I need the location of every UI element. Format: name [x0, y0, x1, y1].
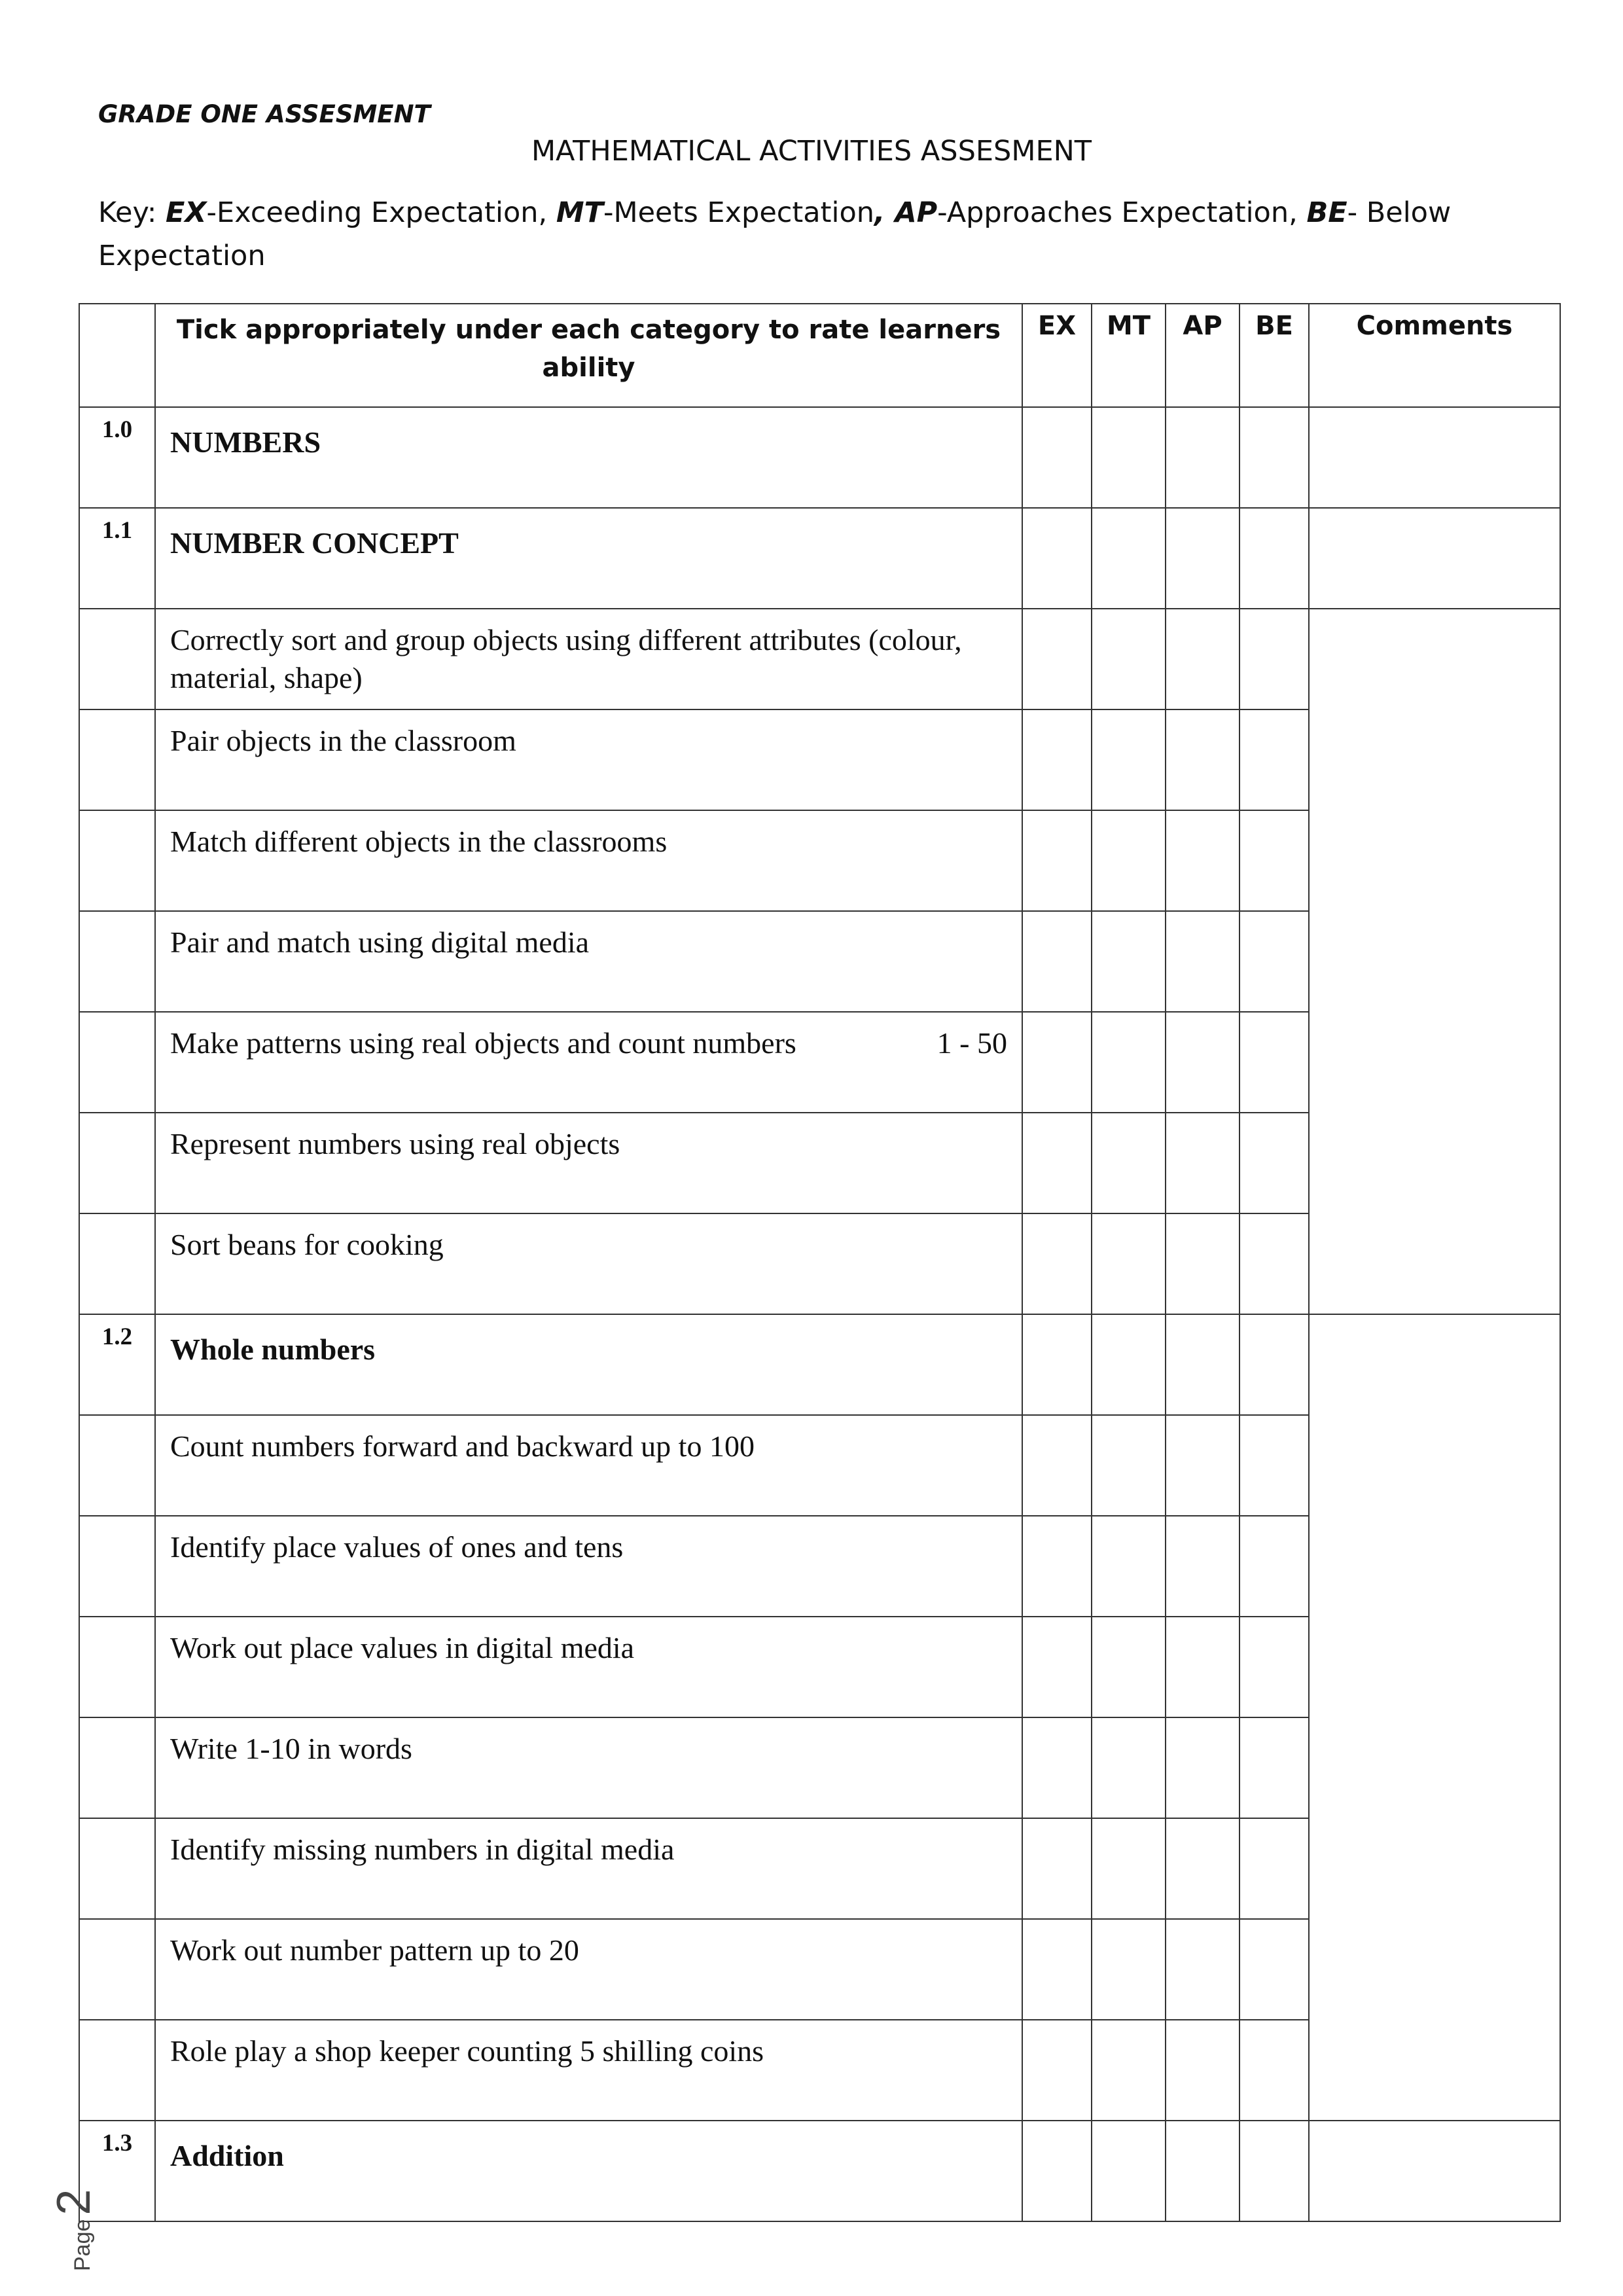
activity-description: [155, 911, 1022, 1012]
row-number: 1.0: [79, 407, 155, 508]
rating-cell-ex[interactable]: [1022, 2020, 1092, 2121]
table-row: [79, 407, 1560, 508]
rating-cell-ex[interactable]: [1022, 508, 1092, 609]
rating-cell-ap[interactable]: [1166, 1415, 1240, 1516]
rating-cell-ap[interactable]: [1166, 2121, 1240, 2221]
activity-description: [155, 1213, 1022, 1314]
rating-cell-ex[interactable]: [1022, 810, 1092, 911]
rating-cell-mt[interactable]: [1092, 810, 1166, 911]
rating-cell-ap[interactable]: [1166, 1113, 1240, 1213]
section-heading: [155, 407, 1022, 508]
table-row: [79, 508, 1560, 609]
rating-cell-mt[interactable]: [1092, 1213, 1166, 1314]
row-number: [79, 1213, 155, 1314]
assessment-table: [79, 303, 1561, 2222]
activity-description: [155, 1717, 1022, 1818]
rating-cell-ex[interactable]: [1022, 1314, 1092, 1415]
rating-cell-ap[interactable]: [1166, 609, 1240, 709]
activity-description: [155, 2020, 1022, 2121]
rating-cell-be[interactable]: [1240, 1314, 1309, 1415]
rating-cell-be[interactable]: [1240, 2020, 1309, 2121]
activity-text: Write 1-10 in words: [170, 1732, 412, 1765]
rating-cell-mt[interactable]: [1092, 1919, 1166, 2020]
rating-cell-ex[interactable]: [1022, 1919, 1092, 2020]
row-number: [79, 1012, 155, 1113]
rating-cell-ap[interactable]: [1166, 810, 1240, 911]
rating-cell-ap[interactable]: [1166, 709, 1240, 810]
column-header-ex: EX: [1022, 304, 1092, 407]
rating-cell-mt[interactable]: [1092, 508, 1166, 609]
activity-description: [155, 1415, 1022, 1516]
rating-cell-ex[interactable]: [1022, 407, 1092, 508]
rating-cell-ap[interactable]: [1166, 508, 1240, 609]
activity-text: Pair objects in the classroom: [170, 724, 516, 757]
activity-text: Correctly sort and group objects using different attributes (colour, material, shape): [170, 623, 962, 694]
rating-cell-ex[interactable]: [1022, 609, 1092, 709]
row-number: 1.2: [79, 1314, 155, 1415]
rating-cell-be[interactable]: [1240, 911, 1309, 1012]
key-text-ex: -Exceeding Expectation,: [206, 196, 556, 229]
rating-cell-be[interactable]: [1240, 1012, 1309, 1113]
activity-description: [155, 1617, 1022, 1717]
rating-cell-ap[interactable]: [1166, 1314, 1240, 1415]
key-code-ex: EX: [166, 196, 207, 229]
rating-cell-be[interactable]: [1240, 709, 1309, 810]
activity-text: Work out place values in digital media: [170, 1631, 635, 1664]
rating-cell-ap[interactable]: [1166, 1919, 1240, 2020]
document-header-grade: GRADE ONE ASSESMENT: [98, 100, 431, 128]
activity-description: [155, 609, 1022, 709]
rating-cell-mt[interactable]: [1092, 1717, 1166, 1818]
section-heading: [155, 1314, 1022, 1415]
rating-cell-ex[interactable]: [1022, 1213, 1092, 1314]
key-text-be: - Below Expectation: [98, 196, 1452, 272]
rating-cell-mt[interactable]: [1092, 1516, 1166, 1617]
rating-cell-be[interactable]: [1240, 1919, 1309, 2020]
activity-description: [155, 1012, 1022, 1113]
table-row: [79, 609, 1560, 709]
rating-cell-mt[interactable]: [1092, 1617, 1166, 1717]
rating-cell-be[interactable]: [1240, 609, 1309, 709]
key-code-be: BE: [1306, 196, 1347, 229]
table-row: [79, 2121, 1560, 2221]
activity-description: [155, 810, 1022, 911]
activity-text: Identify missing numbers in digital media: [170, 1833, 675, 1866]
activity-text: NUMBERS: [170, 425, 321, 459]
row-number: [79, 1818, 155, 1919]
comments-cell[interactable]: [1309, 2121, 1560, 2221]
table-row: [79, 1314, 1560, 1415]
row-number: [79, 1415, 155, 1516]
row-number: [79, 709, 155, 810]
rating-cell-mt[interactable]: [1092, 1314, 1166, 1415]
activity-text: Role play a shop keeper counting 5 shilling coins: [170, 2034, 764, 2068]
column-header-mt: MT: [1092, 304, 1166, 407]
rating-cell-mt[interactable]: [1092, 1012, 1166, 1113]
column-header-ap: AP: [1166, 304, 1240, 407]
activity-description: [155, 1818, 1022, 1919]
activity-text: Addition: [170, 2139, 284, 2172]
row-number: [79, 2020, 155, 2121]
activity-text: Match different objects in the classrooms: [170, 825, 668, 858]
row-number: [79, 1717, 155, 1818]
row-number: [79, 1113, 155, 1213]
section-heading: [155, 2121, 1022, 2221]
row-number: [79, 911, 155, 1012]
rating-cell-be[interactable]: [1240, 1415, 1309, 1516]
column-header-be: BE: [1240, 304, 1309, 407]
rating-cell-ap[interactable]: [1166, 1012, 1240, 1113]
rating-cell-mt[interactable]: [1092, 1818, 1166, 1919]
rating-cell-be[interactable]: [1240, 1717, 1309, 1818]
rating-cell-mt[interactable]: [1092, 709, 1166, 810]
rating-cell-be[interactable]: [1240, 1213, 1309, 1314]
key-code-mt: MT: [556, 196, 603, 229]
rating-cell-ap[interactable]: [1166, 407, 1240, 508]
rating-cell-ap[interactable]: [1166, 1717, 1240, 1818]
row-number: 1.3: [79, 2121, 155, 2221]
row-number: [79, 1516, 155, 1617]
comments-cell[interactable]: [1309, 407, 1560, 508]
activity-text: NUMBER CONCEPT: [170, 526, 459, 560]
rating-cell-ex[interactable]: [1022, 1717, 1092, 1818]
rating-cell-ap[interactable]: [1166, 911, 1240, 1012]
rating-cell-mt[interactable]: [1092, 2121, 1166, 2221]
page-label: Page: [70, 2219, 95, 2271]
rating-cell-mt[interactable]: [1092, 609, 1166, 709]
row-number: [79, 609, 155, 709]
rating-cell-mt[interactable]: [1092, 2020, 1166, 2121]
key-text-ap: -Approaches Expectation,: [937, 196, 1307, 229]
activity-text: Whole numbers: [170, 1333, 376, 1366]
rating-cell-be[interactable]: [1240, 810, 1309, 911]
rating-cell-ex[interactable]: [1022, 1415, 1092, 1516]
table-header-row: [79, 304, 1560, 407]
rating-cell-ex[interactable]: [1022, 709, 1092, 810]
rating-cell-mt[interactable]: [1092, 911, 1166, 1012]
rating-cell-be[interactable]: [1240, 508, 1309, 609]
activity-range: 1 - 50: [936, 1026, 1007, 1060]
comments-cell[interactable]: [1309, 609, 1560, 1314]
activity-text: Represent numbers using real objects: [170, 1127, 620, 1160]
rating-cell-ex[interactable]: [1022, 911, 1092, 1012]
table-body: [79, 407, 1560, 2221]
activity-text: Sort beans for cooking: [170, 1228, 444, 1261]
activity-text: Identify place values of ones and tens: [170, 1530, 624, 1564]
rating-cell-mt[interactable]: [1092, 1113, 1166, 1213]
activity-text: Make patterns using real objects and count numbers: [170, 1026, 796, 1060]
rating-cell-mt[interactable]: [1092, 407, 1166, 508]
rating-cell-ex[interactable]: [1022, 1617, 1092, 1717]
rating-cell-ex[interactable]: [1022, 1012, 1092, 1113]
rating-cell-ex[interactable]: [1022, 2121, 1092, 2221]
activity-description: [155, 1919, 1022, 2020]
rating-cell-ap[interactable]: [1166, 1617, 1240, 1717]
rating-cell-ex[interactable]: [1022, 1818, 1092, 1919]
comments-cell[interactable]: [1309, 508, 1560, 609]
page-number-value: 2: [48, 2189, 100, 2215]
activity-description: [155, 1113, 1022, 1213]
rating-key: [98, 191, 1571, 278]
rating-cell-be[interactable]: [1240, 1617, 1309, 1717]
activity-description: [155, 709, 1022, 810]
rating-cell-be[interactable]: [1240, 1113, 1309, 1213]
row-number: [79, 810, 155, 911]
key-text-mt: -Meets Expectation: [603, 196, 875, 229]
column-header-number: [79, 304, 155, 407]
page-number: [47, 2189, 101, 2271]
rating-cell-ex[interactable]: [1022, 1113, 1092, 1213]
activity-text: Work out number pattern up to 20: [170, 1933, 579, 1967]
activity-text: Count numbers forward and backward up to 100: [170, 1429, 755, 1463]
row-number: [79, 1919, 155, 2020]
section-heading: [155, 508, 1022, 609]
row-number: [79, 1617, 155, 1717]
row-number: 1.1: [79, 508, 155, 609]
rating-cell-ap[interactable]: [1166, 1818, 1240, 1919]
rating-cell-be[interactable]: [1240, 407, 1309, 508]
rating-cell-ap[interactable]: [1166, 1213, 1240, 1314]
comments-cell[interactable]: [1309, 1314, 1560, 2121]
rating-cell-ap[interactable]: [1166, 1516, 1240, 1617]
activity-description: [155, 1516, 1022, 1617]
document-title: MATHEMATICAL ACTIVITIES ASSESMENT: [531, 135, 1092, 168]
key-label: Key:: [98, 196, 157, 229]
column-header-comments: Comments: [1309, 304, 1560, 407]
rating-cell-mt[interactable]: [1092, 1415, 1166, 1516]
column-header-task: Tick appropriately under each category to rate learners ability: [155, 304, 1022, 407]
rating-cell-be[interactable]: [1240, 1516, 1309, 1617]
rating-cell-be[interactable]: [1240, 2121, 1309, 2221]
rating-cell-ap[interactable]: [1166, 2020, 1240, 2121]
rating-cell-be[interactable]: [1240, 1818, 1309, 1919]
activity-text: Pair and match using digital media: [170, 925, 590, 959]
rating-cell-ex[interactable]: [1022, 1516, 1092, 1617]
key-code-ap: , AP: [874, 196, 938, 229]
